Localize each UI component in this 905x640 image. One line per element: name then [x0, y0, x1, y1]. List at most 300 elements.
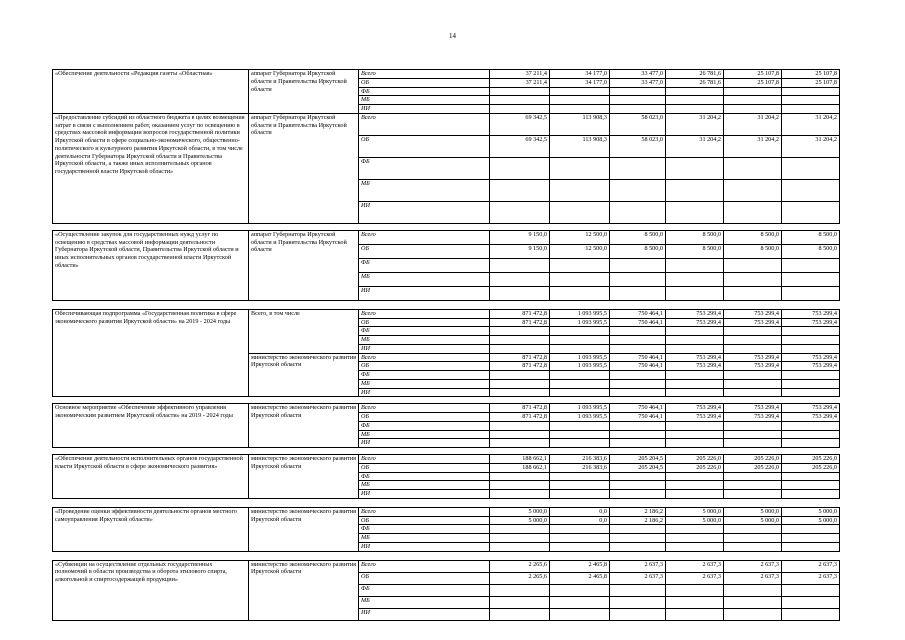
spacer-cell — [53, 448, 840, 455]
amount-cell: 205 226,0 — [782, 455, 840, 464]
amount-cell: 12 500,0 — [550, 230, 610, 244]
funding-source-cell: Всего — [359, 507, 490, 516]
amount-cell: 188 662,1 — [490, 455, 550, 464]
amount-cell: 753 299,4 — [724, 362, 782, 371]
amount-cell — [666, 534, 724, 543]
amount-cell: 8 500,0 — [610, 230, 666, 244]
amount-cell: 69 342,5 — [490, 113, 550, 135]
amount-cell — [490, 388, 550, 397]
amount-cell — [610, 201, 666, 223]
amount-cell — [782, 525, 840, 534]
amount-cell — [550, 87, 610, 96]
funding-source-cell: Всего — [359, 353, 490, 362]
amount-cell — [490, 157, 550, 179]
amount-cell: 2 637,3 — [724, 560, 782, 572]
funding-source-cell: ОБ — [359, 413, 490, 422]
amount-cell — [610, 258, 666, 272]
amount-cell — [666, 379, 724, 388]
amount-cell — [610, 344, 666, 353]
amount-cell — [490, 490, 550, 499]
amount-cell: 871 472,8 — [490, 318, 550, 327]
amount-cell — [550, 430, 610, 439]
amount-cell — [490, 584, 550, 596]
amount-cell: 753 299,4 — [666, 404, 724, 413]
amount-cell — [666, 105, 724, 114]
amount-cell — [666, 179, 724, 201]
amount-cell: 31 204,2 — [782, 113, 840, 135]
amount-cell: 753 299,4 — [666, 353, 724, 362]
amount-cell: 8 500,0 — [724, 230, 782, 244]
amount-cell — [724, 87, 782, 96]
spacer-cell — [53, 551, 840, 560]
program-name-cell: Основное мероприятие «Обеспечение эффективного управления экономическим развитием Иркутской области» на 2019 - 2024 годы — [53, 404, 249, 448]
funding-source-cell: ФБ — [359, 157, 490, 179]
amount-cell — [490, 371, 550, 380]
budget-table-body — [53, 70, 840, 621]
amount-cell: 5 000,0 — [666, 516, 724, 525]
amount-cell — [782, 87, 840, 96]
amount-cell — [782, 286, 840, 300]
amount-cell: 753 299,4 — [666, 309, 724, 318]
amount-cell — [782, 96, 840, 105]
table-row — [53, 507, 840, 516]
spacer-cell — [53, 223, 840, 230]
amount-cell: 0,0 — [550, 516, 610, 525]
amount-cell — [610, 430, 666, 439]
funding-source-cell: ФБ — [359, 87, 490, 96]
amount-cell — [782, 430, 840, 439]
amount-cell — [666, 96, 724, 105]
amount-cell — [782, 608, 840, 620]
amount-cell: 8 500,0 — [666, 244, 724, 258]
funding-source-cell: ФБ — [359, 258, 490, 272]
amount-cell — [666, 157, 724, 179]
funding-source-cell: ОБ — [359, 362, 490, 371]
amount-cell — [782, 371, 840, 380]
amount-cell — [724, 344, 782, 353]
amount-cell — [724, 388, 782, 397]
amount-cell — [550, 490, 610, 499]
amount-cell — [724, 534, 782, 543]
amount-cell — [490, 272, 550, 286]
amount-cell — [550, 96, 610, 105]
executor-cell: аппарат Губернатора Иркутской области и Правительства Иркутской области — [249, 230, 359, 300]
amount-cell — [550, 371, 610, 380]
funding-source-cell: ИИ — [359, 439, 490, 448]
amount-cell — [610, 542, 666, 551]
amount-cell — [490, 258, 550, 272]
funding-source-cell: Всего — [359, 455, 490, 464]
amount-cell: 205 226,0 — [724, 463, 782, 472]
funding-source-cell: Всего — [359, 560, 490, 572]
amount-cell: 34 177,0 — [550, 70, 610, 79]
amount-cell: 25 107,8 — [724, 70, 782, 79]
amount-cell: 31 204,2 — [666, 113, 724, 135]
amount-cell: 34 177,0 — [550, 78, 610, 87]
amount-cell: 871 472,8 — [490, 413, 550, 422]
amount-cell — [550, 481, 610, 490]
amount-cell: 1 093 995,5 — [550, 413, 610, 422]
executor-cell: министерство экономического развития Иркутской области — [249, 560, 359, 620]
amount-cell: 1 093 995,5 — [550, 362, 610, 371]
amount-cell — [610, 179, 666, 201]
amount-cell — [782, 481, 840, 490]
amount-cell — [782, 179, 840, 201]
amount-cell — [550, 525, 610, 534]
amount-cell: 750 464,1 — [610, 318, 666, 327]
amount-cell — [490, 596, 550, 608]
amount-cell: 188 662,1 — [490, 463, 550, 472]
amount-cell — [782, 258, 840, 272]
amount-cell — [666, 258, 724, 272]
amount-cell — [490, 534, 550, 543]
funding-source-cell: ИИ — [359, 388, 490, 397]
block-spacer — [53, 223, 840, 230]
amount-cell — [782, 472, 840, 481]
amount-cell: 871 472,8 — [490, 404, 550, 413]
amount-cell — [610, 105, 666, 114]
amount-cell: 753 299,4 — [666, 413, 724, 422]
table-row — [53, 309, 840, 318]
amount-cell — [724, 596, 782, 608]
funding-source-cell: ФБ — [359, 584, 490, 596]
amount-cell: 2 265,6 — [490, 572, 550, 584]
amount-cell — [724, 258, 782, 272]
amount-cell — [490, 201, 550, 223]
amount-cell — [610, 608, 666, 620]
spacer-cell — [53, 498, 840, 507]
amount-cell — [490, 179, 550, 201]
amount-cell — [724, 201, 782, 223]
amount-cell — [724, 490, 782, 499]
amount-cell — [724, 542, 782, 551]
program-name-cell: «Обеспечение деятельности исполнительных органов государственной власти Иркутской области в сфере экономического развития» — [53, 455, 249, 499]
amount-cell: 2 465,8 — [550, 560, 610, 572]
program-name-cell: «Предоставление субсидий из областного бюджета в целях возмещения затрат в связи с выполнением работ, оказанием услуг по освещению в средствах массовой информации вопросов государственной политики Иркутской области в сфере социально-экономического, общественно-политического и культурного развития Иркутской области, в том числе деятельности Губернатора Иркутской области и Правительства Иркутской области, а также иных исполнительных органов государственной власти Иркутской области» — [53, 113, 249, 223]
amount-cell: 69 342,5 — [490, 135, 550, 157]
amount-cell: 25 107,8 — [782, 70, 840, 79]
amount-cell — [724, 336, 782, 345]
amount-cell: 205 204,5 — [610, 455, 666, 464]
table-row — [53, 455, 840, 464]
amount-cell: 753 299,4 — [782, 404, 840, 413]
amount-cell: 753 299,4 — [782, 353, 840, 362]
amount-cell — [610, 421, 666, 430]
amount-cell — [782, 534, 840, 543]
funding-source-cell: ИИ — [359, 286, 490, 300]
amount-cell — [666, 596, 724, 608]
amount-cell: 205 226,0 — [666, 463, 724, 472]
amount-cell — [666, 542, 724, 551]
amount-cell — [550, 596, 610, 608]
funding-source-cell: ОБ — [359, 78, 490, 87]
amount-cell — [610, 534, 666, 543]
amount-cell: 1 093 995,5 — [550, 353, 610, 362]
amount-cell — [724, 157, 782, 179]
block-spacer — [53, 551, 840, 560]
amount-cell — [610, 596, 666, 608]
amount-cell — [490, 439, 550, 448]
amount-cell: 753 299,4 — [724, 353, 782, 362]
budget-table — [52, 69, 840, 621]
amount-cell: 2 186,2 — [610, 516, 666, 525]
amount-cell — [724, 379, 782, 388]
amount-cell: 2 637,3 — [724, 572, 782, 584]
amount-cell: 31 204,2 — [724, 113, 782, 135]
funding-source-cell: ИИ — [359, 608, 490, 620]
amount-cell: 750 464,1 — [610, 362, 666, 371]
amount-cell: 205 226,0 — [782, 463, 840, 472]
funding-source-cell: МБ — [359, 481, 490, 490]
amount-cell: 750 464,1 — [610, 413, 666, 422]
funding-source-cell: МБ — [359, 430, 490, 439]
amount-cell — [610, 272, 666, 286]
amount-cell: 205 204,5 — [610, 463, 666, 472]
amount-cell: 1 093 995,5 — [550, 318, 610, 327]
amount-cell: 113 908,3 — [550, 135, 610, 157]
amount-cell: 205 226,0 — [724, 455, 782, 464]
funding-source-cell: ИИ — [359, 105, 490, 114]
table-row — [53, 113, 840, 135]
funding-source-cell: ОБ — [359, 135, 490, 157]
amount-cell — [550, 327, 610, 336]
amount-cell: 0,0 — [550, 507, 610, 516]
amount-cell — [610, 490, 666, 499]
amount-cell — [724, 286, 782, 300]
amount-cell: 753 299,4 — [666, 362, 724, 371]
funding-source-cell: ОБ — [359, 463, 490, 472]
amount-cell — [782, 344, 840, 353]
amount-cell: 216 383,6 — [550, 463, 610, 472]
amount-cell — [666, 327, 724, 336]
amount-cell — [666, 430, 724, 439]
amount-cell — [782, 490, 840, 499]
amount-cell: 9 150,0 — [490, 230, 550, 244]
amount-cell — [550, 258, 610, 272]
funding-source-cell: ОБ — [359, 244, 490, 258]
amount-cell — [666, 336, 724, 345]
amount-cell — [610, 584, 666, 596]
funding-source-cell: ФБ — [359, 327, 490, 336]
amount-cell — [666, 608, 724, 620]
amount-cell — [724, 439, 782, 448]
amount-cell — [610, 371, 666, 380]
amount-cell — [666, 388, 724, 397]
executor-cell: аппарат Губернатора Иркутской области и Правительства Иркутской области — [249, 113, 359, 223]
amount-cell: 113 908,3 — [550, 113, 610, 135]
amount-cell: 871 472,8 — [490, 309, 550, 318]
executor-cell: министерство экономического развития Иркутской области — [249, 353, 359, 397]
amount-cell — [782, 157, 840, 179]
amount-cell — [724, 430, 782, 439]
amount-cell — [724, 371, 782, 380]
amount-cell — [724, 327, 782, 336]
executor-cell: министерство экономического развития Иркутской области — [249, 404, 359, 448]
amount-cell: 2 637,3 — [610, 572, 666, 584]
amount-cell — [490, 336, 550, 345]
amount-cell — [666, 201, 724, 223]
amount-cell — [550, 421, 610, 430]
block-spacer — [53, 448, 840, 455]
amount-cell — [610, 481, 666, 490]
amount-cell — [490, 286, 550, 300]
amount-cell — [666, 272, 724, 286]
amount-cell — [550, 157, 610, 179]
funding-source-cell: Всего — [359, 70, 490, 79]
amount-cell — [666, 525, 724, 534]
amount-cell: 8 500,0 — [782, 230, 840, 244]
amount-cell: 5 000,0 — [490, 507, 550, 516]
amount-cell: 753 299,4 — [782, 318, 840, 327]
amount-cell: 753 299,4 — [782, 309, 840, 318]
amount-cell: 25 107,8 — [724, 78, 782, 87]
amount-cell — [724, 272, 782, 286]
amount-cell — [490, 421, 550, 430]
amount-cell: 8 500,0 — [724, 244, 782, 258]
table-row — [53, 404, 840, 413]
funding-source-cell: ФБ — [359, 371, 490, 380]
amount-cell: 216 383,6 — [550, 455, 610, 464]
amount-cell — [666, 481, 724, 490]
amount-cell — [724, 96, 782, 105]
amount-cell: 5 000,0 — [724, 507, 782, 516]
amount-cell — [782, 421, 840, 430]
block-spacer — [53, 397, 840, 404]
amount-cell — [666, 286, 724, 300]
amount-cell — [490, 105, 550, 114]
funding-source-cell: ИИ — [359, 490, 490, 499]
funding-source-cell: Всего — [359, 309, 490, 318]
amount-cell — [724, 105, 782, 114]
amount-cell: 871 472,8 — [490, 362, 550, 371]
funding-source-cell: ИИ — [359, 344, 490, 353]
amount-cell — [666, 439, 724, 448]
amount-cell — [550, 272, 610, 286]
amount-cell: 9 150,0 — [490, 244, 550, 258]
amount-cell — [782, 201, 840, 223]
amount-cell: 753 299,4 — [724, 318, 782, 327]
amount-cell: 2 637,3 — [666, 560, 724, 572]
executor-cell: министерство экономического развития Иркутской области — [249, 455, 359, 499]
amount-cell — [782, 336, 840, 345]
amount-cell — [666, 87, 724, 96]
amount-cell — [782, 105, 840, 114]
amount-cell: 33 477,0 — [610, 78, 666, 87]
amount-cell: 2 637,3 — [666, 572, 724, 584]
funding-source-cell: ФБ — [359, 472, 490, 481]
amount-cell: 8 500,0 — [782, 244, 840, 258]
amount-cell — [666, 584, 724, 596]
amount-cell: 5 000,0 — [782, 516, 840, 525]
funding-source-cell: МБ — [359, 336, 490, 345]
amount-cell — [550, 439, 610, 448]
amount-cell — [610, 87, 666, 96]
amount-cell: 2 465,8 — [550, 572, 610, 584]
amount-cell — [724, 179, 782, 201]
block-spacer — [53, 498, 840, 507]
amount-cell: 5 000,0 — [490, 516, 550, 525]
amount-cell — [610, 336, 666, 345]
amount-cell — [550, 344, 610, 353]
amount-cell — [550, 534, 610, 543]
amount-cell: 2 186,2 — [610, 507, 666, 516]
amount-cell — [724, 472, 782, 481]
amount-cell: 5 000,0 — [666, 507, 724, 516]
table-row — [53, 70, 840, 79]
amount-cell: 2 265,6 — [490, 560, 550, 572]
amount-cell — [550, 542, 610, 551]
funding-source-cell: МБ — [359, 272, 490, 286]
amount-cell — [782, 596, 840, 608]
amount-cell — [782, 542, 840, 551]
amount-cell: 31 204,2 — [782, 135, 840, 157]
page-number: 14 — [449, 32, 456, 40]
amount-cell — [610, 157, 666, 179]
amount-cell: 5 000,0 — [724, 516, 782, 525]
spacer-cell — [53, 397, 840, 404]
executor-cell: аппарат Губернатора Иркутской области и Правительства Иркутской области — [249, 70, 359, 114]
funding-source-cell: МБ — [359, 179, 490, 201]
funding-source-cell: ИИ — [359, 542, 490, 551]
amount-cell — [610, 388, 666, 397]
amount-cell — [610, 472, 666, 481]
amount-cell: 37 211,4 — [490, 78, 550, 87]
amount-cell — [550, 472, 610, 481]
amount-cell — [550, 179, 610, 201]
amount-cell — [550, 336, 610, 345]
funding-source-cell: ФБ — [359, 421, 490, 430]
funding-source-cell: Всего — [359, 404, 490, 413]
amount-cell: 26 781,6 — [666, 70, 724, 79]
table-row — [53, 230, 840, 244]
amount-cell: 33 477,0 — [610, 70, 666, 79]
funding-source-cell: МБ — [359, 596, 490, 608]
amount-cell: 2 637,3 — [782, 560, 840, 572]
amount-cell — [610, 327, 666, 336]
amount-cell: 750 464,1 — [610, 353, 666, 362]
amount-cell — [490, 87, 550, 96]
amount-cell: 58 023,0 — [610, 113, 666, 135]
amount-cell — [610, 439, 666, 448]
amount-cell: 8 500,0 — [666, 230, 724, 244]
amount-cell — [490, 379, 550, 388]
amount-cell — [782, 584, 840, 596]
amount-cell — [782, 379, 840, 388]
amount-cell: 2 637,3 — [610, 560, 666, 572]
amount-cell: 753 299,4 — [782, 362, 840, 371]
amount-cell — [490, 481, 550, 490]
amount-cell: 1 093 995,5 — [550, 404, 610, 413]
funding-source-cell: ОБ — [359, 318, 490, 327]
amount-cell — [782, 439, 840, 448]
amount-cell — [724, 525, 782, 534]
amount-cell: 2 637,3 — [782, 572, 840, 584]
amount-cell: 750 464,1 — [610, 309, 666, 318]
program-name-cell: Обеспечивающая подпрограмма «Государственная политика в сфере экономического развития Иркутской области» на 2019 - 2024 годы — [53, 309, 249, 397]
block-spacer — [53, 300, 840, 309]
table-row — [53, 560, 840, 572]
funding-source-cell: ФБ — [359, 525, 490, 534]
amount-cell: 31 204,2 — [666, 135, 724, 157]
amount-cell: 753 299,4 — [724, 404, 782, 413]
amount-cell: 753 299,4 — [782, 413, 840, 422]
funding-source-cell: ОБ — [359, 516, 490, 525]
amount-cell: 1 093 995,5 — [550, 309, 610, 318]
amount-cell — [550, 286, 610, 300]
program-name-cell: «Проведение оценки эффективности деятельности органов местного самоуправления Иркутской области» — [53, 507, 249, 551]
funding-source-cell: МБ — [359, 379, 490, 388]
amount-cell: 12 500,0 — [550, 244, 610, 258]
